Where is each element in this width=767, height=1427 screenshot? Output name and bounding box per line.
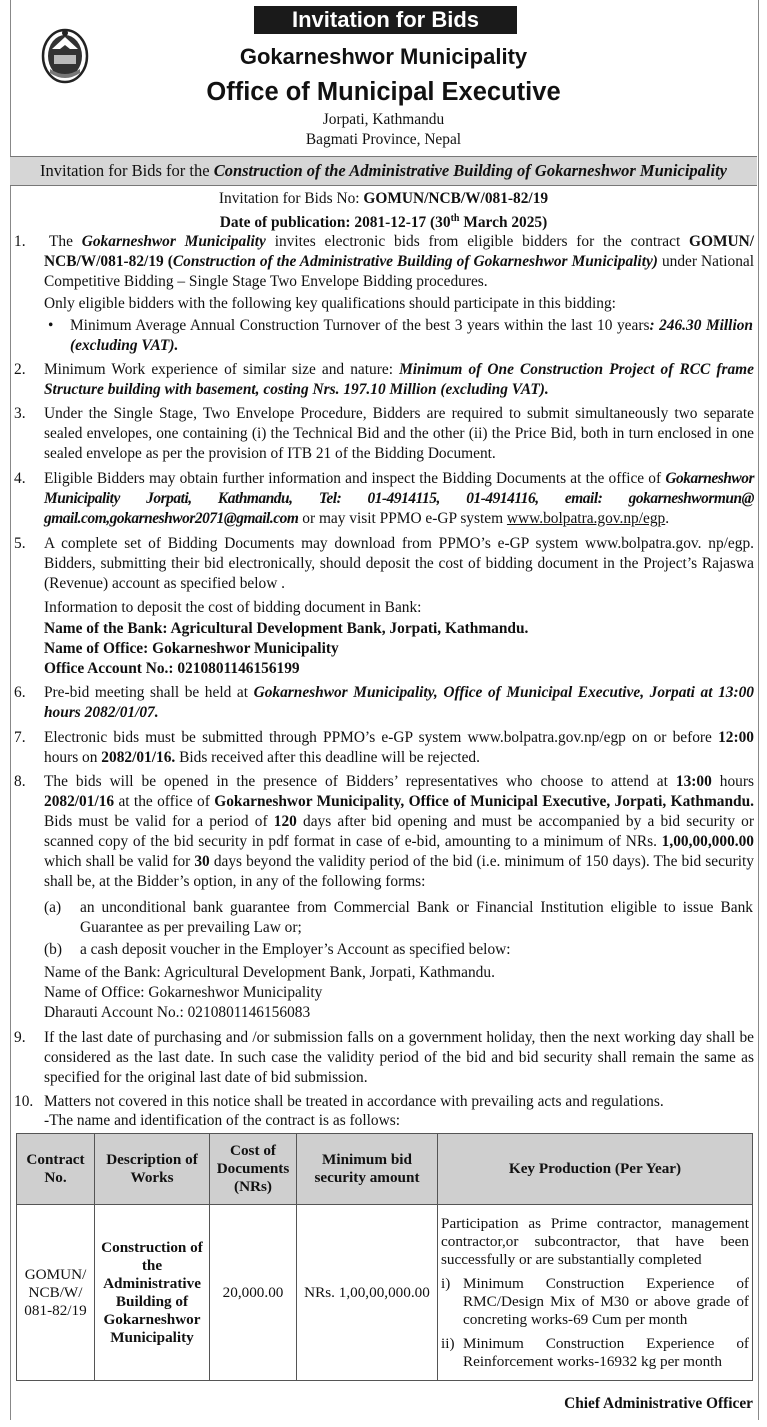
item-number: 7. bbox=[14, 729, 26, 746]
item-5-text: A complete set of Bidding Documents may download from PPMO’s e-GP system www.bolpatra.gov. np/egp. Bidders, submitting their bid electronically, should deposit the cost of bidding document in the Project’s Rajaswa (Revenue) account as specified below . bbox=[44, 535, 754, 592]
bid-number-value: GOMUN/NCB/W/081-82/19 bbox=[363, 190, 549, 207]
item-8-text bbox=[44, 772, 754, 892]
item-number: 8. bbox=[14, 773, 26, 790]
bid-number bbox=[0, 189, 767, 209]
item-10-contract-intro: -The name and identification of the contract is as follows: bbox=[44, 1112, 401, 1129]
cell-description: Construction of the Administrative Building of Gokarneshwor Municipality bbox=[95, 1205, 210, 1381]
t: Bids must be valid for a period of bbox=[44, 813, 274, 830]
col-description: Description of Works bbox=[95, 1134, 210, 1205]
t: Construction of the Administrative Building of Gokarneshwor Municipality) bbox=[172, 253, 658, 270]
t: : 246.30 Million (excluding VAT). bbox=[70, 317, 753, 354]
item-10-text: Matters not covered in this notice shall be treated in accordance with prevailing acts and regulations. bbox=[44, 1093, 664, 1110]
office-name: Office of Municipal Executive bbox=[206, 78, 561, 106]
item-1-bullet bbox=[70, 316, 753, 356]
item-5-bank-name: Name of the Bank: Agricultural Development Bank, Jorpati, Kathmandu. bbox=[44, 620, 529, 637]
cell-bid-security: NRs. 1,00,00,000.00 bbox=[297, 1205, 438, 1381]
t: days beyond the validity period of the bid (i.e. minimum of 150 days). The bid security shall be, at the Bidder’s option, in any of the following forms: bbox=[44, 853, 754, 890]
item-4-text bbox=[44, 469, 754, 529]
item-5-bank-intro: Information to deposit the cost of bidding document in Bank: bbox=[44, 599, 422, 616]
t: 12:00 bbox=[718, 729, 754, 746]
item-9-text: If the last date of purchasing and /or submission falls on a government holiday, then the next working day shall be considered as the last date. In such case the validity period of the bid and bid security shall remain the same as specified for the original last date of bid submission. bbox=[44, 1029, 754, 1086]
item-5-account: Office Account No.: 0210801146156199 bbox=[44, 660, 300, 677]
col-cost: Cost of Documents (NRs) bbox=[210, 1134, 297, 1205]
t: Minimum Average Annual Construction Turnover of the best 3 years within the last 10 years bbox=[70, 317, 650, 334]
t: . bbox=[665, 510, 670, 527]
col-bid-security: Minimum bid security amount bbox=[297, 1134, 438, 1205]
egp-link[interactable]: www.bolpatra.gov.np/egp bbox=[506, 510, 666, 527]
t: 13:00 bbox=[675, 773, 712, 790]
col-contract-no: Contract No. bbox=[17, 1134, 95, 1205]
item-1-text bbox=[44, 232, 754, 292]
t: Gokarneshwor Municipality, Office of Municipal Executive, Jorpati at 13:00 hours 2082/01/07. bbox=[44, 684, 754, 721]
subject-title: Construction of the Administrative Building of Gokarneshwor Municipality bbox=[213, 161, 727, 180]
bullet-icon: • bbox=[48, 317, 54, 334]
t: hours on bbox=[44, 749, 102, 766]
t: under National Competitive Bidding – Single Stage Two Envelope Bidding procedures. bbox=[44, 253, 755, 290]
address-line-2: Bagmati Province, Nepal bbox=[305, 131, 462, 148]
t: Gokarneshwor Municipality bbox=[81, 233, 266, 250]
subject-prefix: Invitation for Bids for the bbox=[40, 161, 214, 180]
t: at the office of bbox=[114, 793, 215, 810]
publication-value: 2081-12-17 (30 bbox=[354, 214, 451, 232]
item-8-account: Dharauti Account No.: 0210801146156083 bbox=[44, 1004, 311, 1021]
item-number: 2. bbox=[14, 361, 26, 378]
item-key: i) bbox=[441, 1274, 451, 1292]
item-key: ii) bbox=[441, 1334, 455, 1352]
item-3-text: Under the Single Stage, Two Envelope Procedure, Bidders are required to submit simultaneously two separate sealed envelopes, one containing (i) the Technical Bid and the other (ii) the Price Bid, both in turn enclosed in one sealed envelope as per the provision of ITB 21 of the Bidding Document. bbox=[44, 405, 754, 462]
cell-cost: 20,000.00 bbox=[210, 1205, 297, 1381]
t: 2082/01/16. bbox=[101, 749, 176, 766]
item-text: Minimum Construction Experience of Reinforcement works-16932 kg per month bbox=[463, 1334, 749, 1370]
item-number: 6. bbox=[14, 684, 26, 701]
item-number: 9. bbox=[14, 1029, 26, 1046]
key-production-item bbox=[441, 1335, 749, 1371]
table-row bbox=[17, 1205, 753, 1381]
cell-key-production bbox=[438, 1205, 753, 1381]
key-production-item bbox=[441, 1275, 749, 1329]
t: 120 bbox=[273, 813, 297, 830]
key-production-intro: Participation as Prime contractor, management contractor,or subcontractor, that have been successfully or are substantially completed bbox=[441, 1214, 749, 1268]
t: The bids will be opened in the presence of Bidders’ representatives who choose to attend at bbox=[44, 773, 676, 790]
t: Bids received after this deadline will be rejected. bbox=[175, 749, 480, 766]
item-1-qualification-intro: Only eligible bidders with the following key qualifications should participate in this bidding: bbox=[44, 295, 616, 312]
table-header-row bbox=[17, 1134, 753, 1205]
t: 1,00,00,000.00 bbox=[661, 833, 754, 850]
item-8-office-name: Name of Office: Gokarneshwor Municipality bbox=[44, 984, 323, 1001]
option-b-key: (b) bbox=[44, 941, 62, 958]
t: Minimum Work experience of similar size and nature: bbox=[44, 361, 400, 378]
t: Pre-bid meeting shall be held at bbox=[44, 684, 254, 701]
item-number: 1. bbox=[14, 233, 26, 250]
t: Gokarneshwor Municipality Jorpati, Kathmandu, Tel: 01-4914115, 01-4914116, email: gokarneshwormun@ gmail.com,gokarneshwor2071@gmail.com bbox=[44, 470, 754, 527]
option-a-text: an unconditional bank guarantee from Commercial Bank or Financial Institution eligible to issue Bank Guarantee as per prevailing Law or; bbox=[80, 899, 753, 936]
t: Gokarneshwor Municipality, Office of Municipal Executive, Jorpati, Kathmandu. bbox=[214, 793, 754, 810]
t: Eligible Bidders may obtain further information and inspect the Bidding Documents at the office of bbox=[44, 470, 666, 487]
item-7-text bbox=[44, 728, 754, 768]
signature-title: Chief Administrative Officer bbox=[564, 1395, 753, 1412]
publication-suffix: th bbox=[450, 213, 460, 224]
publication-tail: March 2025) bbox=[459, 214, 548, 232]
item-text: Minimum Construction Experience of RMC/Design Mix of M30 or above grade of concreting works-69 Cum per month bbox=[463, 1274, 749, 1328]
item-5-office-name: Name of Office: Gokarneshwor Municipality bbox=[44, 640, 339, 657]
cell-contract-no: GOMUN/ NCB/W/ 081-82/19 bbox=[17, 1205, 95, 1381]
option-a-key: (a) bbox=[44, 899, 62, 916]
item-number: 5. bbox=[14, 535, 26, 552]
t: 30 bbox=[194, 853, 210, 870]
item-number: 10. bbox=[14, 1093, 34, 1110]
t: or may visit PPMO e-GP system bbox=[298, 510, 507, 527]
notice-banner: Invitation for Bids bbox=[254, 6, 517, 34]
contract-table bbox=[16, 1133, 753, 1381]
item-number: 4. bbox=[14, 470, 26, 487]
item-2-text bbox=[44, 360, 754, 400]
publication-date bbox=[0, 209, 767, 233]
publication-label: Date of publication: bbox=[219, 214, 355, 232]
t: 2082/01/16 bbox=[44, 793, 115, 810]
t: days after bid opening and must be accompanied by a bid security or scanned copy of the bid security in pdf format in case of e-bid, amounting to a minimum of NRs. bbox=[44, 813, 755, 850]
item-8-bank-name: Name of the Bank: Agricultural Development Bank, Jorpati, Kathmandu. bbox=[44, 964, 495, 981]
col-key-production: Key Production (Per Year) bbox=[438, 1134, 753, 1205]
address-line-1: Jorpati, Kathmandu bbox=[322, 111, 445, 128]
subject-bar bbox=[10, 156, 757, 186]
org-name: Gokarneshwor Municipality bbox=[239, 44, 528, 69]
t: invites electronic bids from eligible bidders for the contract bbox=[265, 233, 690, 250]
option-b-text: a cash deposit voucher in the Employer’s Account as specified below: bbox=[80, 941, 511, 958]
t: hours bbox=[711, 773, 754, 790]
item-number: 3. bbox=[14, 405, 26, 422]
t: which shall be valid for bbox=[44, 853, 195, 870]
t: GOMUN/ NCB/W/081-82/19 ( bbox=[44, 233, 755, 270]
t: The bbox=[49, 233, 82, 250]
t: Electronic bids must be submitted through PPMO’s e-GP system www.bolpatra.gov.np/egp on or before bbox=[44, 729, 719, 746]
bid-number-label: Invitation for Bids No: bbox=[218, 190, 364, 207]
item-6-text bbox=[44, 683, 754, 723]
t: Minimum of One Construction Project of RCC frame Structure building with basement, costing Nrs. 197.10 Million (excluding VAT). bbox=[44, 361, 754, 398]
